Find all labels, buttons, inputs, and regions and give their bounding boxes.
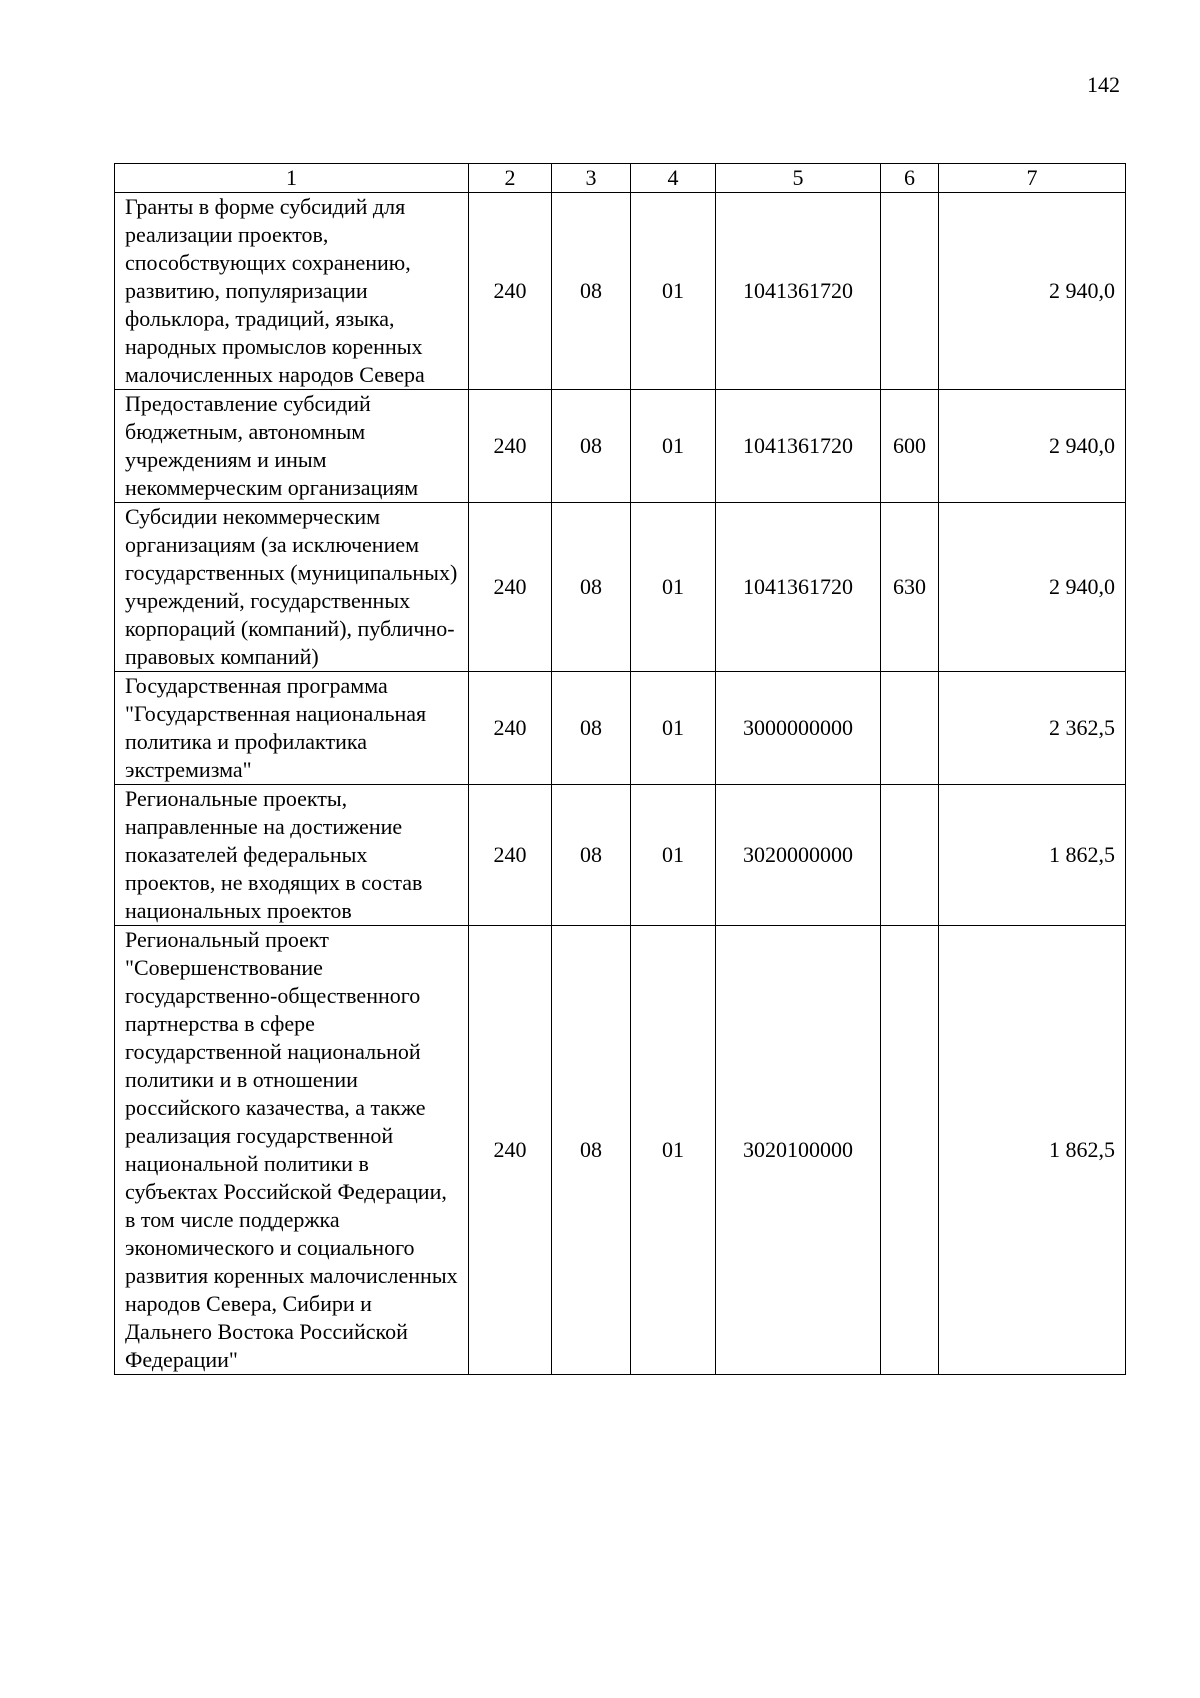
header-cell-6: 6: [881, 164, 939, 193]
row-col-3: 08: [552, 503, 631, 672]
row-name: Гранты в форме субсидий для реализации проектов, способствующих сохранению, развитию, популяризации фольклора, традиций, языка, народных промыслов коренных малочисленных народов Севера: [115, 193, 469, 390]
header-cell-7: 7: [939, 164, 1126, 193]
header-cell-3: 3: [552, 164, 631, 193]
row-col-7: 2 940,0: [939, 390, 1126, 503]
row-col-3: 08: [552, 193, 631, 390]
row-col-6: [881, 672, 939, 785]
row-col-6: 630: [881, 503, 939, 672]
row-col-7: 1 862,5: [939, 785, 1126, 926]
table-row: [115, 193, 1126, 390]
row-col-6: [881, 193, 939, 390]
row-col-4: 01: [631, 926, 716, 1375]
row-name: Предоставление субсидий бюджетным, автономным учреждениям и иным некоммерческим организациям: [115, 390, 469, 503]
row-col-6: [881, 785, 939, 926]
row-col-7: 1 862,5: [939, 926, 1126, 1375]
page-number: 142: [1087, 72, 1120, 97]
row-name: Субсидии некоммерческим организациям (за исключением государственных (муниципальных) учреждений, государственных корпораций (компаний), публично-правовых компаний): [115, 503, 469, 672]
header-cell-2: 2: [469, 164, 552, 193]
table-row: [115, 926, 1126, 1375]
row-col-2: 240: [469, 193, 552, 390]
row-col-3: 08: [552, 672, 631, 785]
row-col-3: 08: [552, 785, 631, 926]
row-col-5: 1041361720: [716, 503, 881, 672]
row-col-5: 3020000000: [716, 785, 881, 926]
row-col-4: 01: [631, 193, 716, 390]
row-col-6: [881, 926, 939, 1375]
row-col-4: 01: [631, 785, 716, 926]
row-col-3: 08: [552, 390, 631, 503]
row-col-6: 600: [881, 390, 939, 503]
row-col-2: 240: [469, 785, 552, 926]
row-col-3: 08: [552, 926, 631, 1375]
row-col-4: 01: [631, 390, 716, 503]
budget-table: [114, 163, 1126, 1375]
table-row: [115, 785, 1126, 926]
row-col-7: 2 940,0: [939, 193, 1126, 390]
row-col-2: 240: [469, 503, 552, 672]
table-row: [115, 672, 1126, 785]
header-cell-1: 1: [115, 164, 469, 193]
row-col-5: 1041361720: [716, 390, 881, 503]
row-col-5: 3020100000: [716, 926, 881, 1375]
table-row: [115, 390, 1126, 503]
row-name: Государственная программа "Государственная национальная политика и профилактика экстремизма": [115, 672, 469, 785]
header-cell-4: 4: [631, 164, 716, 193]
row-col-5: 1041361720: [716, 193, 881, 390]
row-name: Региональный проект "Совершенствование государственно-общественного партнерства в сфере государственной национальной политики и в отношении российского казачества, а также реализация государственной национальной политики в субъектах Российской Федерации, в том числе поддержка экономического и социального развития коренных малочисленных народов Севера, Сибири и Дальнего Востока Российской Федерации": [115, 926, 469, 1375]
table-header-row: [115, 164, 1126, 193]
row-col-7: 2 940,0: [939, 503, 1126, 672]
row-col-2: 240: [469, 390, 552, 503]
row-col-2: 240: [469, 926, 552, 1375]
row-col-2: 240: [469, 672, 552, 785]
row-col-5: 3000000000: [716, 672, 881, 785]
row-col-4: 01: [631, 672, 716, 785]
row-col-7: 2 362,5: [939, 672, 1126, 785]
row-col-4: 01: [631, 503, 716, 672]
table-row: [115, 503, 1126, 672]
header-cell-5: 5: [716, 164, 881, 193]
row-name: Региональные проекты, направленные на достижение показателей федеральных проектов, не входящих в состав национальных проектов: [115, 785, 469, 926]
